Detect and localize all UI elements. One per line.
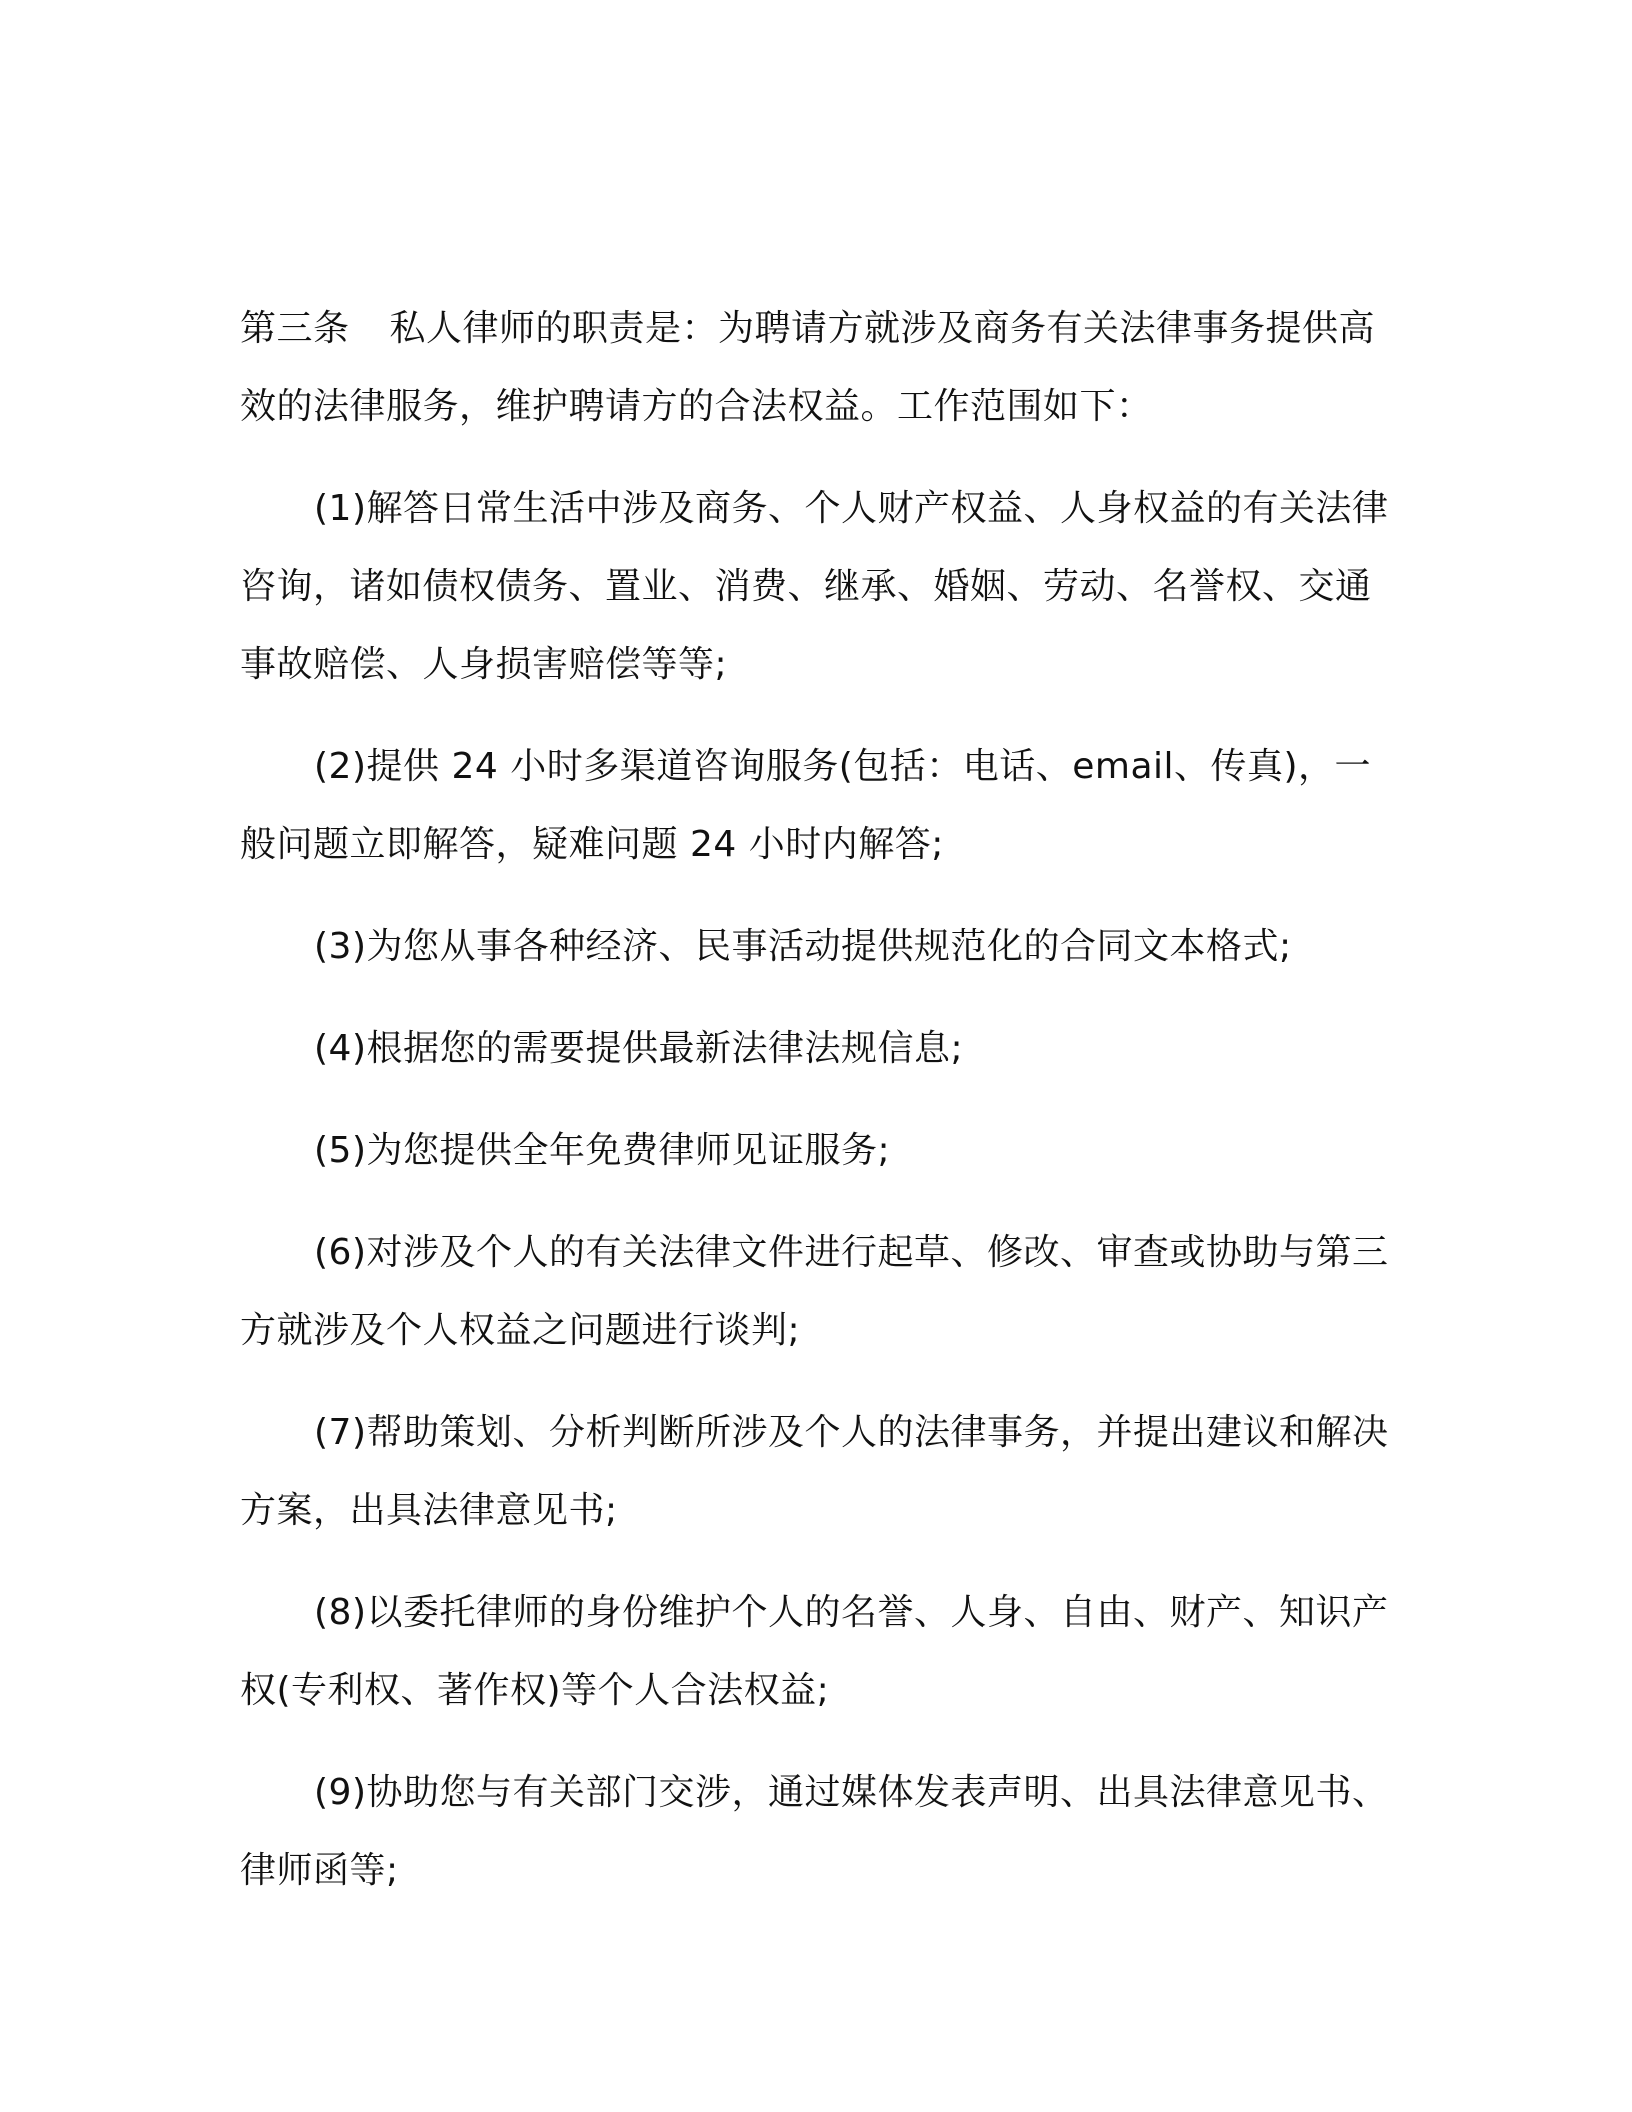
list-item: (7)帮助策划、分析判断所涉及个人的法律事务，并提出建议和解决方案，出具法律意见书; [240,1412,1389,1531]
article-number: 第三条 [240,308,350,349]
list-item: (5)为您提供全年免费律师见证服务; [314,1130,891,1171]
article-text: 私人律师的职责是：为聘请方就涉及商务有关法律事务提供高效的法律服务，维护聘请方的合法权益。工作范围如下： [240,308,1376,427]
article-paragraph [240,290,1390,446]
list-item: (1)解答日常生活中涉及商务、个人财产权益、人身权益的有关法律咨询，诸如债权债务、置业、消费、继承、婚姻、劳动、名誉权、交通事故赔偿、人身损害赔偿等等; [240,488,1389,685]
list-item: (9)协助您与有关部门交涉，通过媒体发表声明、出具法律意见书、律师函等; [240,1772,1389,1891]
list-item: (8)以委托律师的身份维护个人的名誉、人身、自由、财产、知识产权(专利权、著作权)等个人合法权益; [240,1592,1389,1711]
document-page [240,290,1390,1934]
list-item: (4)根据您的需要提供最新法律法规信息; [314,1028,964,1069]
list-item: (6)对涉及个人的有关法律文件进行起草、修改、审查或协助与第三方就涉及个人权益之问题进行谈判; [240,1232,1389,1351]
list-item: (2)提供 24 小时多渠道咨询服务(包括：电话、email、传真)，一般问题立即解答，疑难问题 24 小时内解答; [240,746,1372,865]
list-item: (3)为您从事各种经济、民事活动提供规范化的合同文本格式; [314,926,1292,967]
